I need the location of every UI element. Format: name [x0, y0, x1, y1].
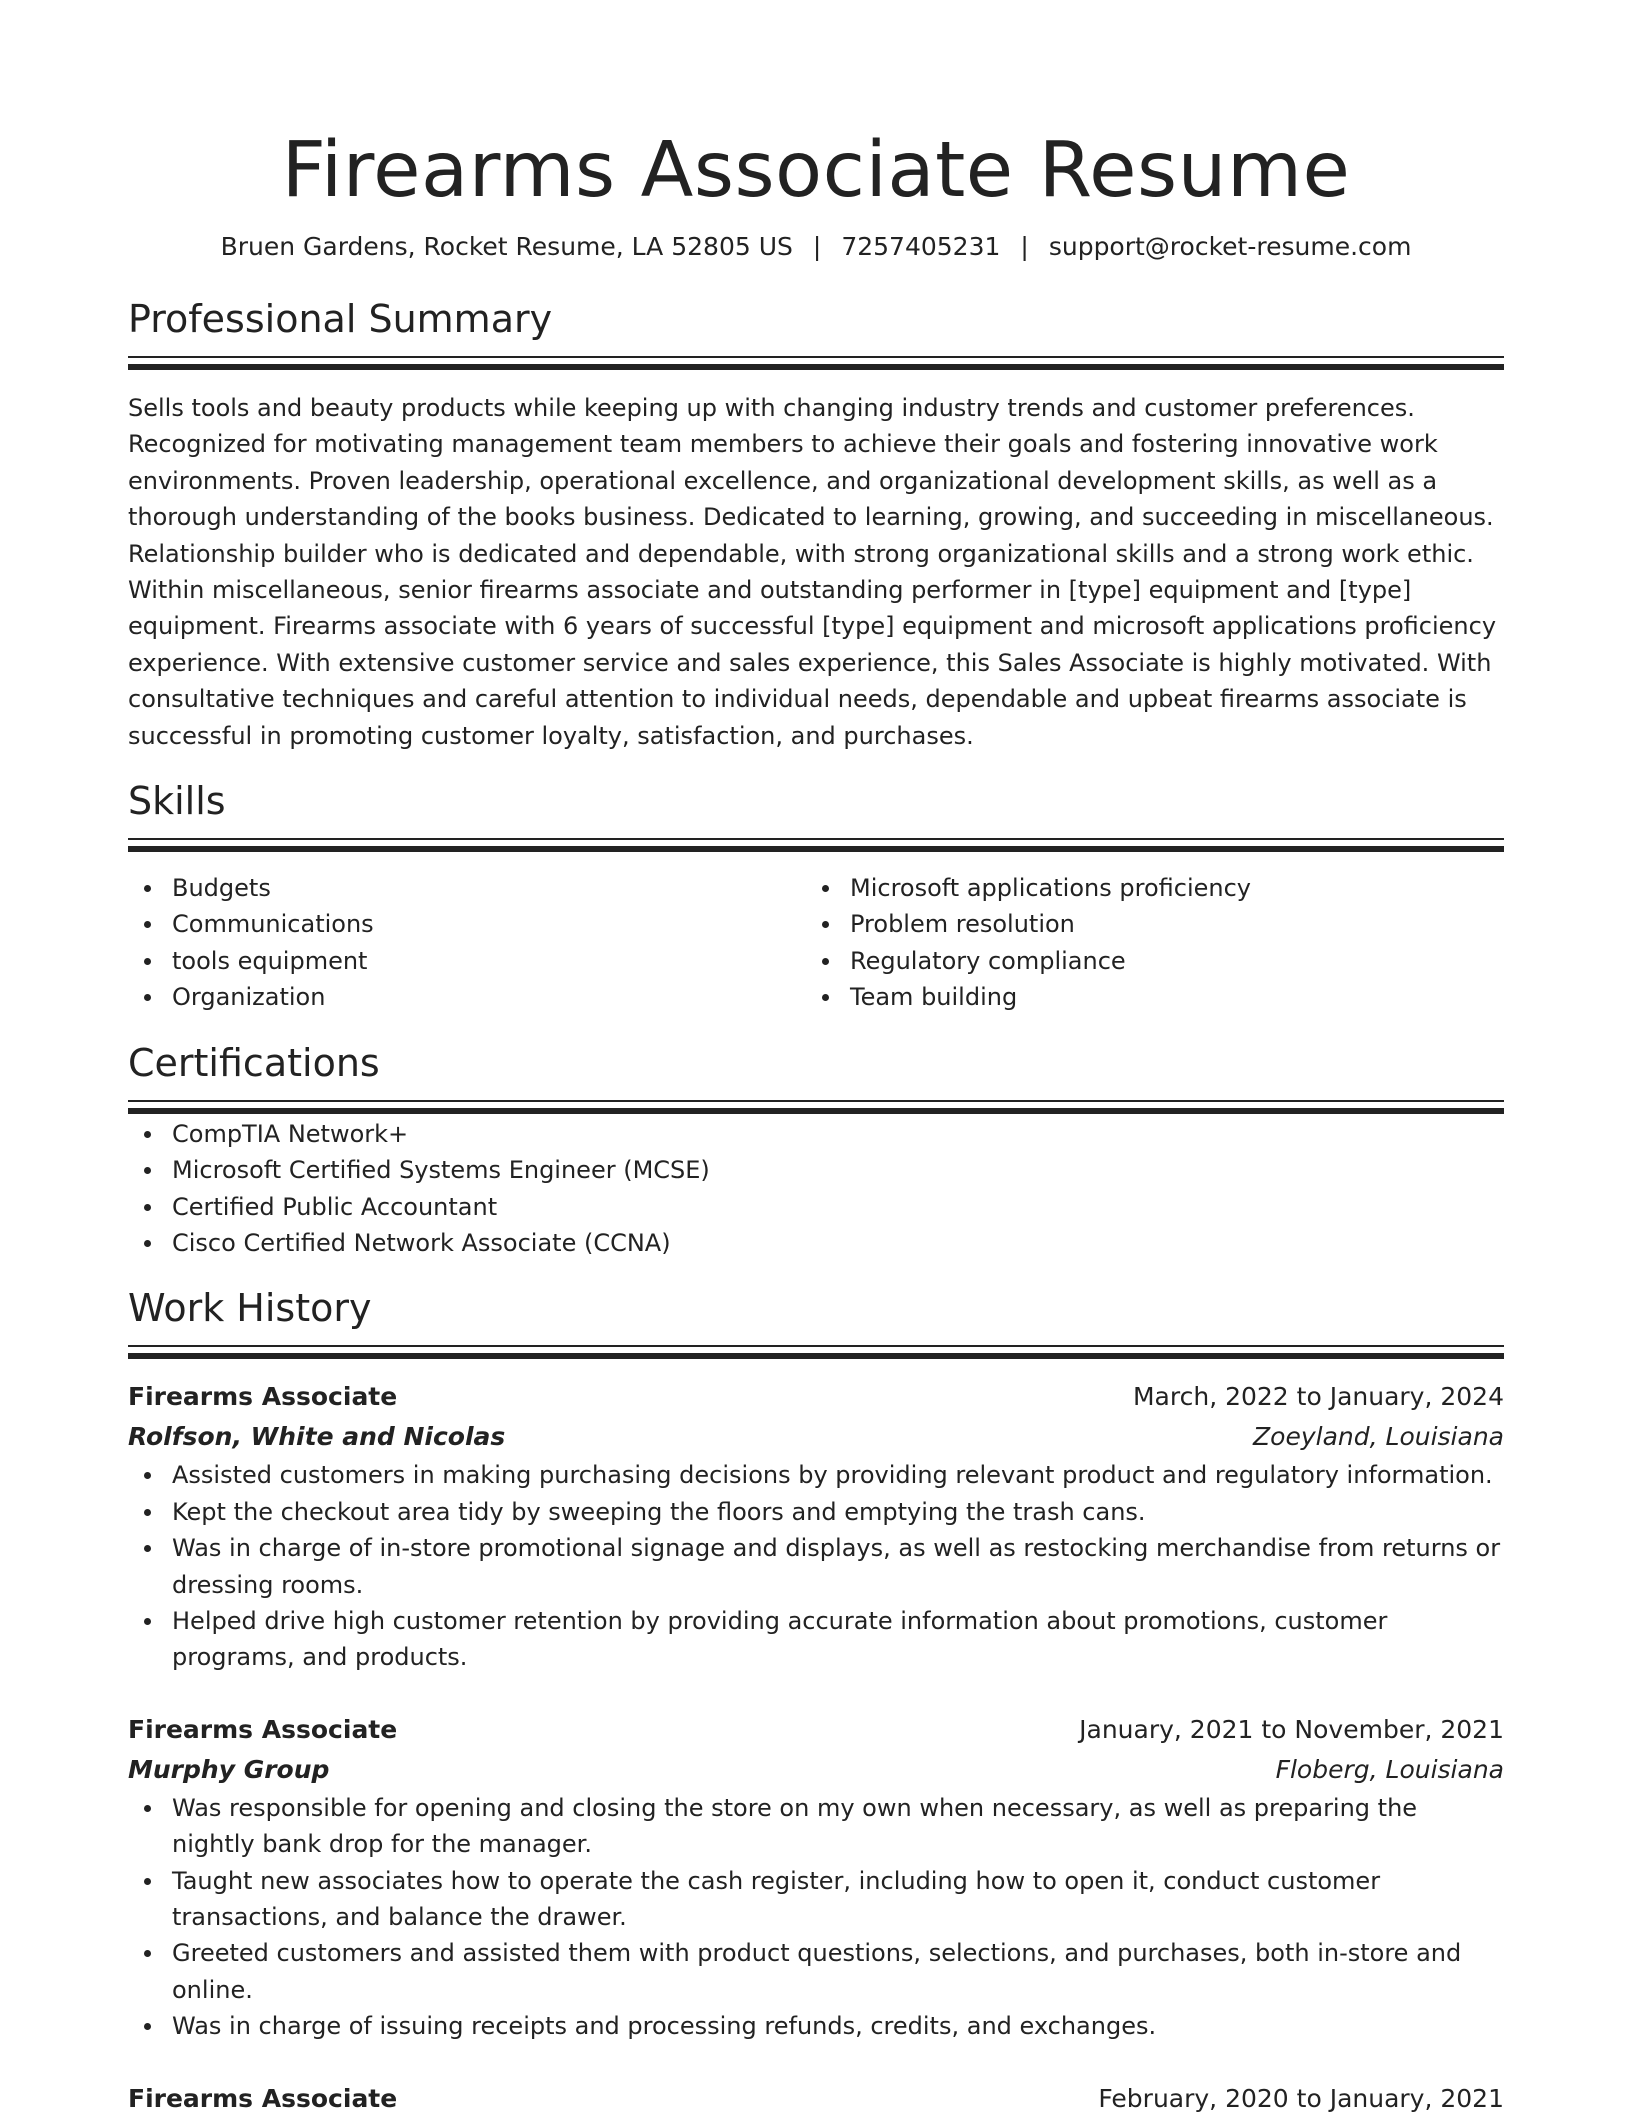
job-header-row — [128, 2079, 1504, 2119]
job-duties — [128, 1790, 1504, 2045]
job-duty-item: Taught new associates how to operate the cash register, including how to open it, conduct customer transactions, and balance the drawer. — [128, 1863, 1504, 1936]
section-heading: Professional Summary — [128, 297, 553, 341]
bullet-dot — [144, 994, 151, 1001]
certification-item: CompTIA Network+ — [128, 1116, 1504, 1152]
skills-column-right — [806, 870, 1484, 1016]
job-employer-row — [128, 1750, 1504, 1790]
job-header-row — [128, 1710, 1504, 1750]
bullet-dot — [822, 994, 829, 1001]
bullet-dot — [822, 885, 829, 892]
work-history-section — [128, 1283, 1504, 2118]
bullet-dot — [144, 1204, 151, 1211]
bullet-dot — [144, 958, 151, 965]
bullet-dot — [144, 1240, 151, 1247]
contact-address: Bruen Gardens, Rocket Resume, LA 52805 US — [220, 232, 793, 261]
certification-item: Cisco Certified Network Associate (CCNA) — [128, 1225, 1504, 1261]
job-title: Firearms Associate — [128, 1382, 398, 1412]
section-divider — [128, 838, 1504, 854]
job-company: Murphy Group — [128, 1754, 330, 1784]
contact-email: support@rocket-resume.com — [1048, 232, 1412, 261]
bullet-dot — [144, 1131, 151, 1138]
skill-item: Communications — [128, 906, 806, 942]
skill-item: Budgets — [128, 870, 806, 906]
bullet-dot — [144, 1472, 151, 1479]
bullet-dot — [822, 958, 829, 965]
job-duties — [128, 1457, 1504, 1675]
job-dates: January, 2021 to November, 2021 — [1079, 1714, 1504, 1744]
bullet-dot — [822, 921, 829, 928]
job-title: Firearms Associate — [128, 2083, 398, 2113]
section-divider — [128, 1345, 1504, 1361]
summary-text: Sells tools and beauty products while keeping up with changing industry trends and customer preferences. Recognized for motivating management team members to achieve their goals and fostering innovative work environments. Proven leadership, operational excellence, and organizational development skills, as well as a thorough understanding of the books business. Dedicated to learning, growing, and succeeding in miscellaneous. Relationship builder who is dedicated and dependable, with strong organizational skills and a strong work ethic. Within miscellaneous, senior firearms associate and outstanding performer in [type] equipment and [type] equipment. Firearms associate with 6 years of successful [type] equipment and microsoft applications proficiency experience. With extensive customer service and sales experience, this Sales Associate is highly motivated. With consultative techniques and careful attention to individual needs, dependable and upbeat firearms associate is successful in promoting customer loyalty, satisfaction, and purchases. — [128, 394, 1497, 750]
resume-page — [128, 0, 1504, 2119]
summary-section — [128, 294, 1504, 754]
certification-item: Certified Public Accountant — [128, 1189, 1504, 1225]
skill-item: Team building — [806, 979, 1484, 1015]
bullet-dot — [144, 1805, 151, 1812]
bullet-dot — [144, 2023, 151, 2030]
section-divider — [128, 1100, 1504, 1116]
certification-item: Microsoft Certified Systems Engineer (MCSE) — [128, 1152, 1504, 1188]
contact-separator: | — [812, 232, 822, 261]
job-dates: March, 2022 to January, 2024 — [1132, 1382, 1504, 1412]
section-divider — [128, 356, 1504, 372]
bullet-dot — [144, 1618, 151, 1625]
job-duty-item: Greeted customers and assisted them with product questions, selections, and purchases, both in-store and online. — [128, 1935, 1504, 2008]
job-location: Floberg, Louisiana — [1275, 1754, 1504, 1784]
section-heading: Certifications — [128, 1040, 380, 1085]
bullet-dot — [144, 1545, 151, 1552]
contact-separator: | — [1020, 232, 1029, 261]
bullet-dot — [144, 1878, 151, 1885]
bullet-dot — [144, 1950, 151, 1957]
section-heading: Skills — [128, 779, 226, 824]
job-company: Rolfson, White and Nicolas — [128, 1422, 506, 1452]
resume-title: Firearms Associate Resume — [281, 126, 1351, 215]
job-duty-item: Was in charge of in-store promotional signage and displays, as well as restocking merchandise from returns or dressing rooms. — [128, 1530, 1504, 1603]
skills-column-left — [128, 870, 806, 1016]
bullet-dot — [144, 1509, 151, 1516]
skill-item: Problem resolution — [806, 906, 1484, 942]
skills-grid — [128, 870, 1504, 1016]
job-title: Firearms Associate — [128, 1714, 398, 1744]
certifications-list — [128, 1116, 1504, 1262]
section-heading: Work History — [128, 1286, 372, 1331]
contact-line — [128, 230, 1504, 264]
job-duty-item: Kept the checkout area tidy by sweeping the floors and emptying the trash cans. — [128, 1494, 1504, 1530]
contact-phone: 7257405231 — [841, 232, 1001, 261]
skill-item: Organization — [128, 979, 806, 1015]
job-entry — [128, 2079, 1504, 2119]
job-duty-item: Was responsible for opening and closing the store on my own when necessary, as well as preparing the nightly bank drop for the manager. — [128, 1790, 1504, 1863]
skill-item: Microsoft applications proficiency — [806, 870, 1484, 906]
job-employer-row — [128, 1417, 1504, 1457]
bullet-dot — [144, 885, 151, 892]
bullet-dot — [144, 1167, 151, 1174]
job-duty-item: Was in charge of issuing receipts and processing refunds, credits, and exchanges. — [128, 2008, 1504, 2044]
skills-section — [128, 776, 1504, 1016]
job-entry — [128, 1377, 1504, 1675]
job-duty-item: Assisted customers in making purchasing decisions by providing relevant product and regulatory information. — [128, 1457, 1504, 1493]
skill-item: Regulatory compliance — [806, 943, 1484, 979]
job-dates: February, 2020 to January, 2021 — [1098, 2083, 1504, 2113]
job-header-row — [128, 1377, 1504, 1417]
job-location: Zoeyland, Louisiana — [1253, 1422, 1504, 1452]
bullet-dot — [144, 921, 151, 928]
certifications-section — [128, 1038, 1504, 1262]
job-duty-item: Helped drive high customer retention by providing accurate information about promotions, customer programs, and products. — [128, 1603, 1504, 1676]
job-entry — [128, 1710, 1504, 2045]
skill-item: tools equipment — [128, 943, 806, 979]
